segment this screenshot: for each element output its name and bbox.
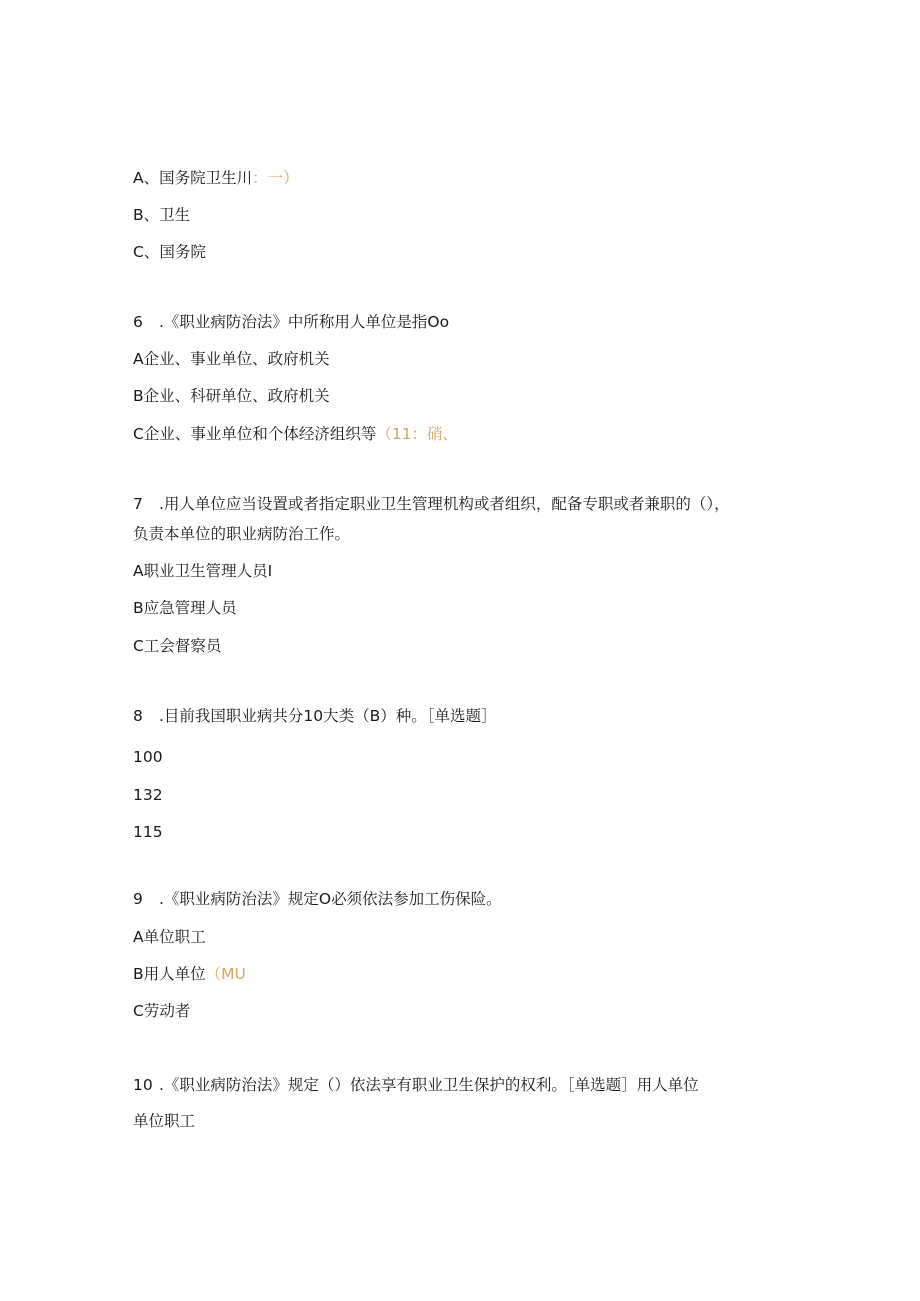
q9-stem-text: .《职业病防治法》规定O必须依法参加工伤保险。	[159, 890, 502, 908]
q9-stem	[133, 889, 502, 909]
q7-option-b-label: B应急管理人员	[133, 599, 237, 617]
q5-option-c-label: C、国务院	[133, 243, 206, 261]
q10-number: 10	[133, 1076, 153, 1094]
q7-option-c-label: C工会督察员	[133, 637, 222, 655]
q9-option-b-label: B用人单位	[133, 965, 206, 983]
q5-option-b-label: B、卫生	[133, 206, 191, 224]
q6-option-c-label: C企业、事业单位和个体经济组织等	[133, 425, 377, 443]
q6-number: 6	[133, 313, 143, 331]
q7-option-b	[133, 598, 237, 618]
q9-option-b-note: （MU	[205, 965, 246, 983]
q6-option-c-note: （11：硝、	[376, 425, 459, 443]
q6-option-b	[133, 386, 330, 406]
q9-option-c	[133, 1001, 190, 1021]
q7-option-a-label: A职业卫生管理人员I	[133, 562, 273, 580]
q5-option-a-note: ：一）	[252, 169, 299, 187]
q9-option-a-label: A单位职工	[133, 928, 206, 946]
q7-number: 7	[133, 495, 143, 513]
q8-option-2	[133, 785, 163, 805]
q9-option-a	[133, 927, 206, 947]
q6-option-a	[133, 349, 330, 369]
q8-option-1-label: 100	[133, 748, 163, 766]
q8-option-2-label: 132	[133, 786, 163, 804]
q10-option-1	[133, 1111, 195, 1131]
q10-stem	[133, 1075, 699, 1095]
q8-option-1	[133, 747, 163, 767]
q5-option-a-label: A、国务院卫生川	[133, 169, 253, 187]
q7-stem-text-1: .用人单位应当设置或者指定职业卫生管理机构或者组织，配备专职或者兼职的（），	[159, 495, 730, 513]
q8-option-3	[133, 822, 163, 842]
q6-option-c	[133, 424, 458, 444]
q9-number: 9	[133, 890, 143, 908]
q7-option-c	[133, 636, 221, 656]
q8-stem	[133, 706, 497, 726]
q8-number: 8	[133, 707, 143, 725]
q5-option-a	[133, 168, 299, 188]
q7-stem-line2	[133, 524, 350, 544]
q7-option-a	[133, 561, 272, 581]
q10-option-1-label: 单位职工	[133, 1112, 196, 1130]
q6-stem	[133, 312, 449, 332]
q8-option-3-label: 115	[133, 823, 163, 841]
q7-stem-line1	[133, 494, 730, 514]
q9-option-b	[133, 964, 246, 984]
q5-option-c	[133, 242, 206, 262]
q6-option-a-label: A企业、事业单位、政府机关	[133, 350, 330, 368]
q6-stem-text: .《职业病防治法》中所称用人单位是指Oo	[159, 313, 450, 331]
q10-stem-text: .《职业病防治法》规定（）依法享有职业卫生保护的权利。［单选题］用人单位	[159, 1076, 699, 1094]
q8-stem-text: .目前我国职业病共分10大类（B）种。［单选题］	[159, 707, 497, 725]
q7-stem-text-2: 负责本单位的职业病防治工作。	[133, 525, 351, 543]
q6-option-b-label: B企业、科研单位、政府机关	[133, 387, 330, 405]
q9-option-c-label: C劳动者	[133, 1002, 191, 1020]
q5-option-b	[133, 205, 190, 225]
